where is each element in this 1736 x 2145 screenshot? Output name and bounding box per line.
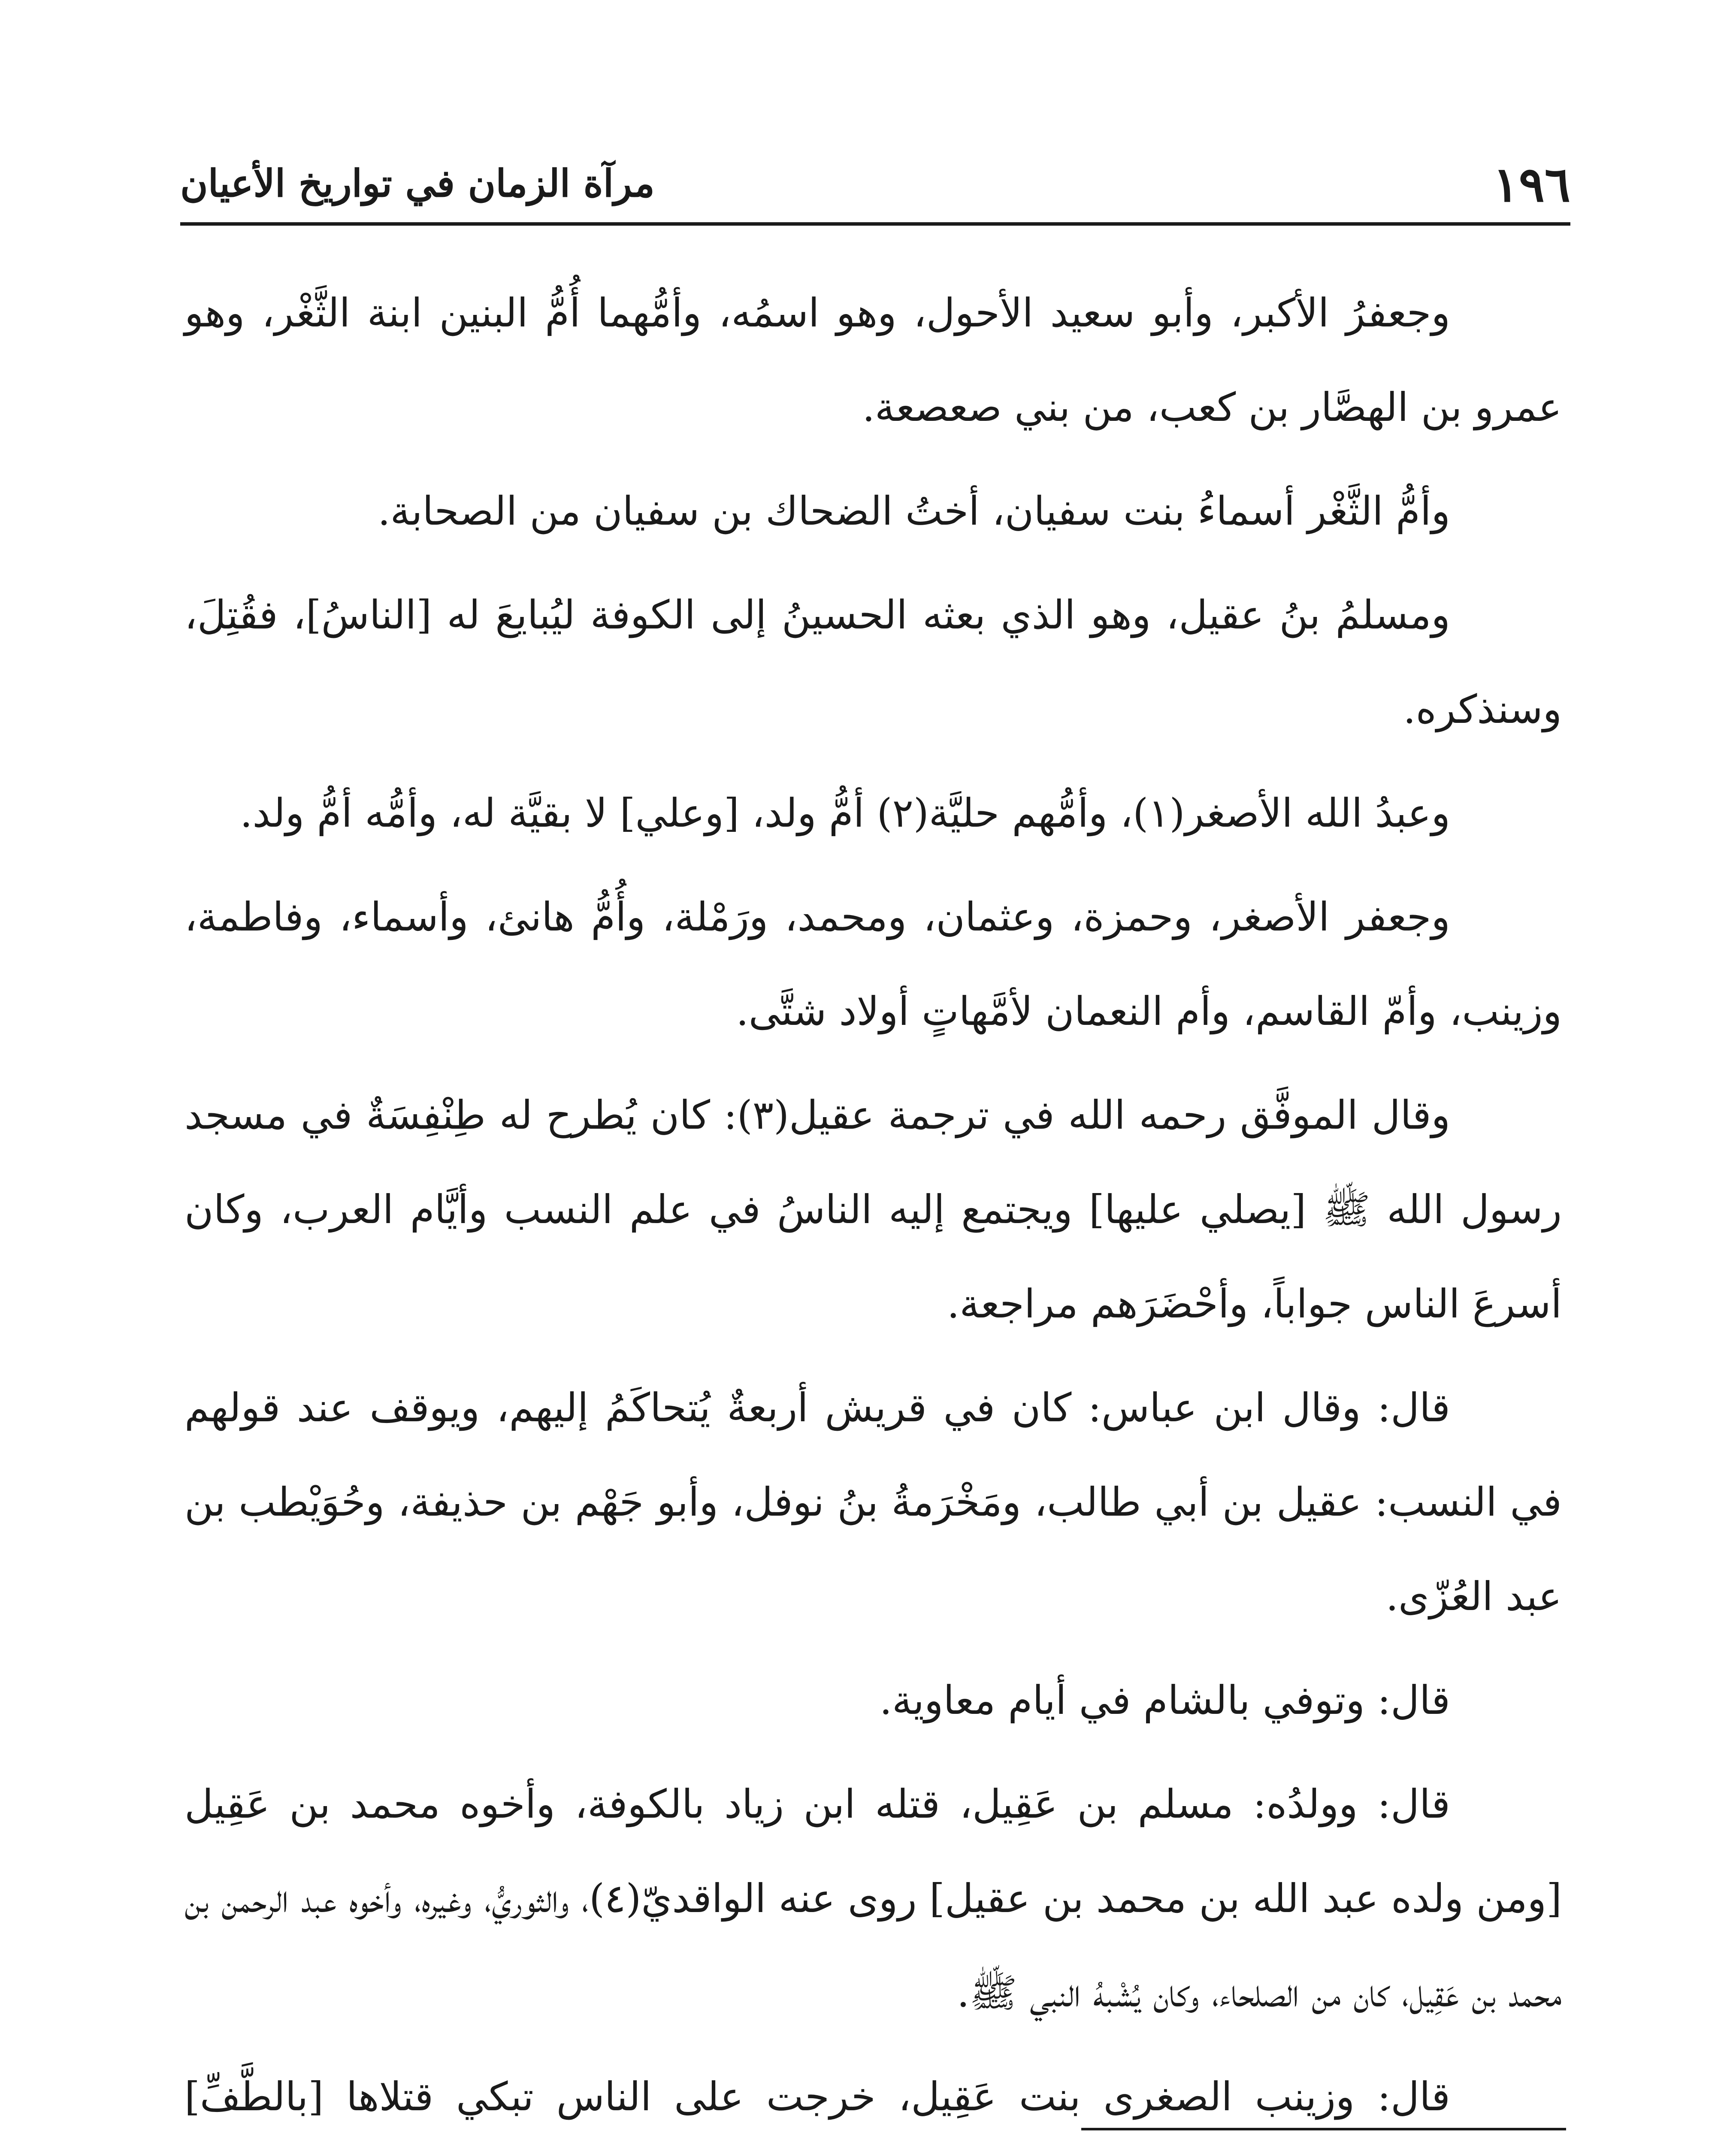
paragraph: ومسلمُ بنُ عقيل، وهو الذي بعثه الحسينُ إلى الكوفة ليُبايعَ له [الناسُ]، فقُتِلَ، وسنذكره. [184,592,1562,732]
paragraph: قال: وتوفي بالشام في أيام معاوية. [879,1677,1450,1723]
paragraph: وجعفر الأصغر، وحمزة، وعثمان، ومحمد، ورَمْلة، وأُمُّ هانئ، وأسماء، وفاطمة، وزينب، وأمّ القاسم، وأم النعمان لأمَّهاتٍ أولاد شتَّى. [184,894,1562,1034]
paragraph: قال: وزينب الصغرى بنت عَقِيل، خرجت على الناس تبكي قتلاها [بالطَّفِّ] [184,2074,1450,2120]
book-title: مرآة الزمان في تواريخ الأعيان [180,161,655,205]
footnote-rule [1081,2128,1566,2130]
paragraph: وأمُّ الثَّغْر أسماءُ بنت سفيان، أختُ الضحاك بن سفيان من الصحابة. [378,488,1450,534]
main-text [184,266,1562,2145]
paragraph: وجعفرُ الأكبر، وأبو سعيد الأحول، وهو اسمُه، وأمُّهما أُمُّ البنين ابنة الثَّغْر، وهو عمرو بن الهصَّار بن كعب، من بني صعصعة. [184,290,1562,430]
running-head [180,152,1570,217]
header-rule [180,222,1570,226]
paragraph: قال: وولدُه: مسلم بن عَقِيل، قتله ابن زياد بالكوفة، وأخوه محمد بن عَقِيل [ومن ولده عبد الله بن محمد بن عقيل] روى عنه الواقديّ(٤)، والثوريُّ، وغيره، وأخوه عبد الرحمن بن محمد بن عَقِيل، كان من الصلحاء، وكان يُشْبهُ النبي ﷺ. [184,1781,1562,2016]
paragraph: وقال الموفَّق رحمه الله في ترجمة عقيل(٣): كان يُطرح له طِنْفِسَةٌ في مسجد رسول الله ﷺ [يصلي عليها] ويجتمع إليه الناسُ في علم النسب وأيَّام العرب، وكان أسرعَ الناس جواباً، وأحْضَرَهم مراجعة. [184,1092,1562,1327]
paragraph: وعبدُ الله الأصغر(١)، وأمُّهم حليَّة(٢) أمُّ ولد، [وعلي] لا بقيَّة له، وأمُّه أمُّ ولد. [240,790,1450,836]
paragraph: قال: وقال ابن عباس: كان في قريش أربعةٌ يُتحاكَمُ إليهم، ويوقف عند قولهم في النسب: عقيل بن أبي طالب، ومَخْرَمةُ بنُ نوفل، وأبو جَهْم بن حذيفة، وحُوَيْطب بن عبد العُزّى. [184,1385,1562,1619]
page-number: ١٩٦ [1493,157,1570,213]
